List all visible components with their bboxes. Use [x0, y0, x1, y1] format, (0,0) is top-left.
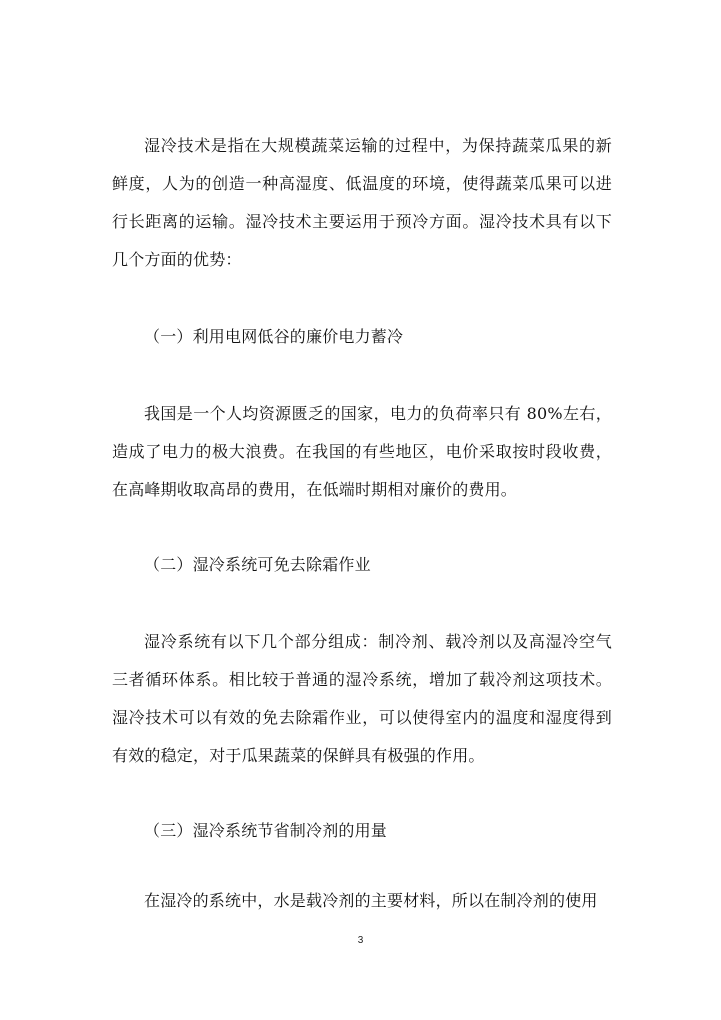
section-1-paragraph: 我国是一个人均资源匮乏的国家，电力的负荷率只有 80%左右，造成了电力的极大浪费。在我国的有些地区，电价采取按时段收费，在高峰期收取高昂的费用，在低端时期相对廉价的费用。 — [112, 404, 612, 499]
section-2-paragraph: 湿冷系统有以下几个部分组成：制冷剂、载冷剂以及高湿冷空气三者循环体系。相比较于普通的湿冷系统，增加了载冷剂这项技术。湿冷技术可以有效的免去除霜作业，可以使得室内的温度和湿度得到有效的稳定，对于瓜果蔬菜的保鲜具有极强的作用。 — [112, 632, 612, 765]
page-number: 3 — [357, 935, 364, 946]
section-heading-3: （三）湿冷系统节省制冷剂的用量 — [144, 821, 388, 840]
section-3-paragraph: 在湿冷的系统中，水是载冷剂的主要材料，所以在制冷剂的使用 — [144, 891, 598, 910]
intro-paragraph: 湿冷技术是指在大规模蔬菜运输的过程中，为保持蔬菜瓜果的新鲜度，人为的创造一种高湿度、低温度的环境，使得蔬菜瓜果可以进行长距离的运输。湿冷技术主要运用于预冷方面。湿冷技术具有以下几个方面的优势： — [112, 136, 612, 269]
section-heading-1: （一）利用电网低谷的廉价电力蓄冷 — [144, 327, 404, 346]
section-heading-2: （二）湿冷系统可免去除霜作业 — [144, 555, 371, 574]
